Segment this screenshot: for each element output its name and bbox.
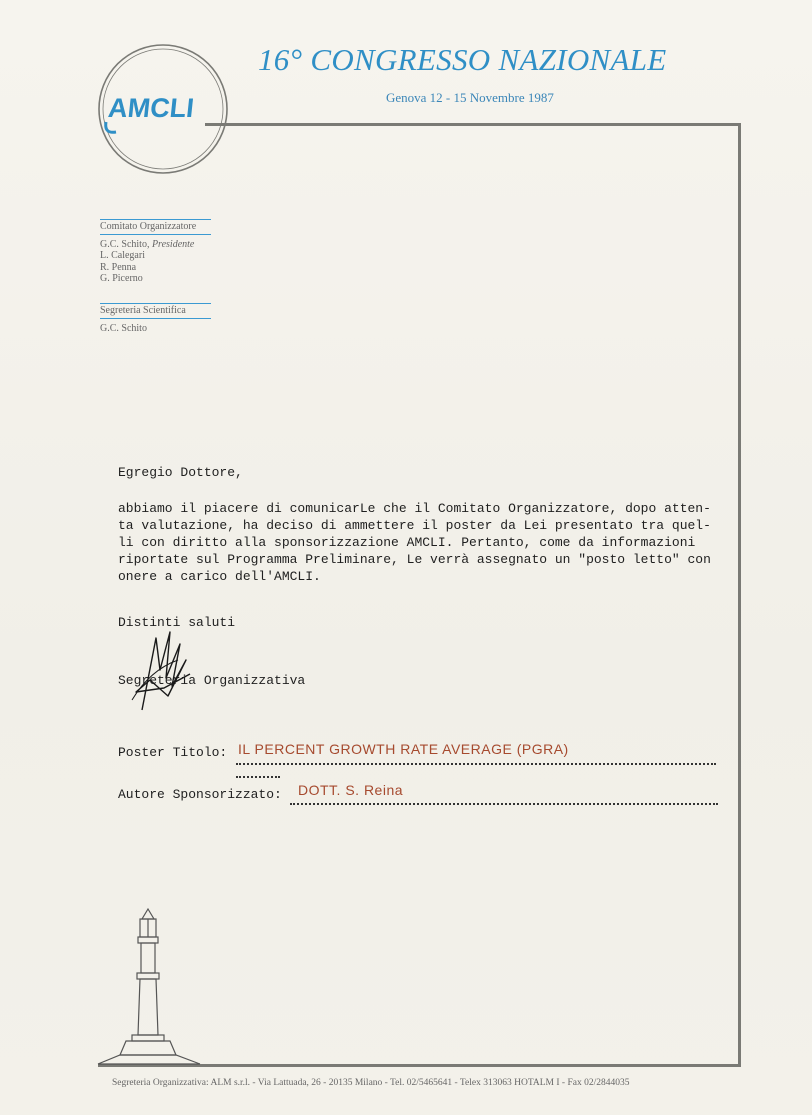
letter-line: abbiamo il piacere di comunicarLe che il Comitato Organizzatore, dopo atten- bbox=[118, 501, 711, 516]
poster-title-label: Poster Titolo: bbox=[118, 745, 228, 760]
author-value: DOTT. S. Reina bbox=[298, 782, 404, 798]
committee-heading: Comitato Organizzatore bbox=[100, 219, 211, 235]
frame-right-line bbox=[738, 123, 741, 1066]
committee-member: L. Calegari bbox=[100, 250, 145, 261]
handwritten-signature bbox=[120, 630, 200, 714]
secretariat-heading: Segreteria Scientifica bbox=[100, 303, 211, 319]
committee-member: G.C. Schito, Presidente bbox=[100, 238, 195, 250]
closing: Distinti saluti bbox=[118, 615, 236, 630]
secretariat-block bbox=[100, 303, 211, 334]
committee-list bbox=[100, 239, 211, 285]
lighthouse-illustration bbox=[96, 905, 201, 1067]
signatory: Segreteria Organizzativa bbox=[118, 673, 306, 688]
committee-block bbox=[100, 219, 211, 285]
amcli-logo bbox=[96, 42, 230, 176]
congress-date: Genova 12 - 15 Novembre 1987 bbox=[386, 90, 554, 105]
author-label: Autore Sponsorizzato: bbox=[118, 787, 282, 802]
secretariat-list bbox=[100, 323, 211, 335]
congress-title: 16° CONGRESSO NAZIONALE bbox=[258, 42, 667, 77]
poster-title-line bbox=[236, 763, 716, 765]
secretariat-member: G.C. Schito bbox=[100, 322, 147, 334]
poster-title-line-2 bbox=[236, 776, 280, 778]
poster-title-value: IL PERCENT GROWTH RATE AVERAGE (PGRA) bbox=[238, 741, 569, 757]
salutation: Egregio Dottore, bbox=[118, 465, 243, 480]
committee-member: G. Picerno bbox=[100, 273, 143, 284]
letter-line: riportate sul Programma Preliminare, Le verrà assegnato un "posto letto" con bbox=[118, 552, 711, 567]
logo-text: AMCLI bbox=[106, 92, 196, 123]
letter-line: ta valutazione, ha deciso di ammettere il poster da Lei presentato tra quel- bbox=[118, 518, 711, 533]
author-line bbox=[290, 803, 718, 805]
letter-line: onere a carico dell'AMCLI. bbox=[118, 569, 321, 584]
committee-member: R. Penna bbox=[100, 261, 137, 273]
frame-top-line bbox=[205, 123, 741, 126]
footer-address: Segreteria Organizzativa: ALM s.r.l. - Via Lattuada, 26 - 20135 Milano - Tel. 02/5465641 - Telex 313063 HOTALM I - Fax 02/2844035 bbox=[112, 1078, 630, 1088]
letter-line: li con diritto alla sponsorizzazione AMCLI. Pertanto, come da informazioni bbox=[118, 535, 696, 550]
